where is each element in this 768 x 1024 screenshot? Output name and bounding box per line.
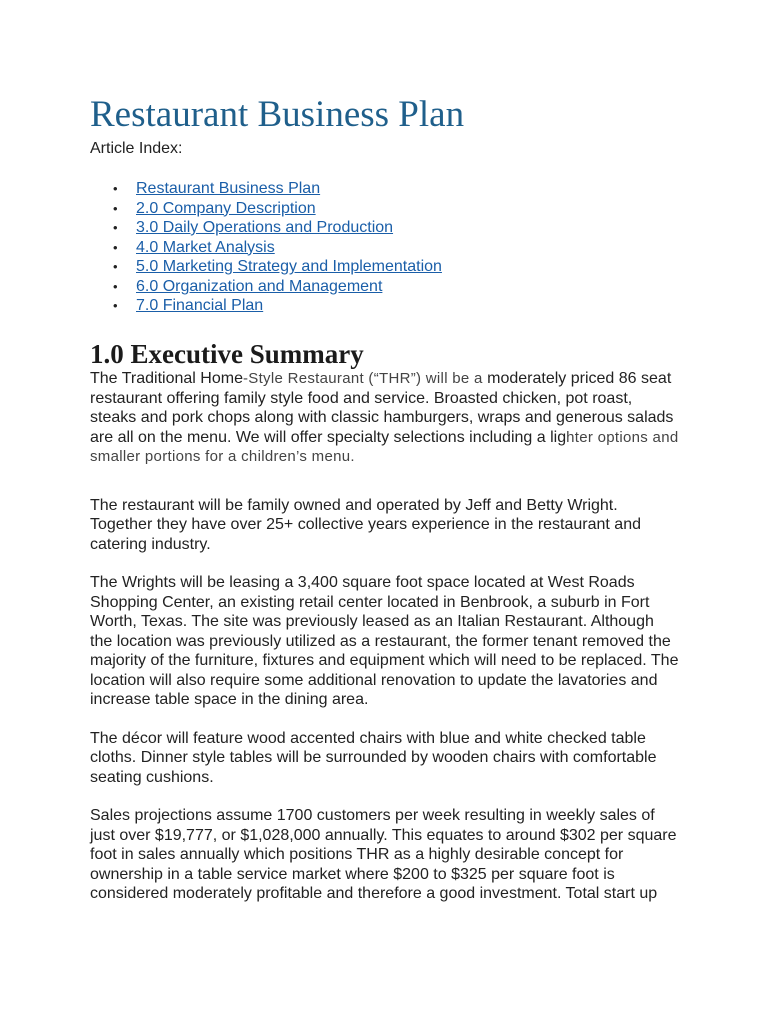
toc-item xyxy=(90,179,442,199)
toc-item xyxy=(90,199,442,219)
toc-item xyxy=(90,257,442,277)
bullet-icon: • xyxy=(113,239,118,255)
article-index-label: Article Index: xyxy=(90,140,183,157)
toc-item xyxy=(90,296,442,316)
toc-link-restaurant-business-plan[interactable]: Restaurant Business Plan xyxy=(136,180,321,197)
toc-link-daily-operations[interactable]: 3.0 Daily Operations and Production xyxy=(136,219,394,236)
article-index-list xyxy=(90,179,442,316)
toc-link-market-analysis[interactable]: 4.0 Market Analysis xyxy=(136,238,275,256)
paragraph-overview-part-4: hter options and smaller portions for a children’s menu. xyxy=(90,428,679,465)
paragraph-overview-part-3: moderately priced 86 seat restaurant offering family style food and service. Broasted chicken, pot roast, steaks and pork chops along with classic hamburgers, wraps and generous salads are all on the menu. We will offer specialty selections including a lig xyxy=(90,370,674,446)
toc-link-marketing-strategy[interactable]: 5.0 Marketing Strategy and Implementation xyxy=(136,258,442,275)
paragraph-decor: The décor will feature wood accented chairs with blue and white checked table cloths. Dinner style tables will be surrounded by wooden chairs with comfortable seating cushions. xyxy=(90,729,657,786)
paragraph-sales-projections: Sales projections assume 1700 customers per week resulting in weekly sales of just over $19,777, or $1,028,000 annually. This equates to around $302 per square foot in sales annually which positions THR as a highly desirable concept for ownership in a table service market where $200 to $325 per square foot is considered moderately profitable and therefore a good investment. Total start up xyxy=(90,807,677,902)
paragraph-ownership: The restaurant will be family owned and operated by Jeff and Betty Wright. Together they have over 25+ collective years experience in the restaurant and catering industry. xyxy=(90,496,641,553)
bullet-icon: • xyxy=(113,220,118,235)
toc-link-company-description[interactable]: 2.0 Company Description xyxy=(136,199,316,217)
toc-link-financial-plan[interactable]: 7.0 Financial Plan xyxy=(136,297,264,314)
bullet-icon: • xyxy=(113,278,118,294)
paragraph-overview xyxy=(90,369,680,467)
paragraph-location: The Wrights will be leasing a 3,400 square foot space located at West Roads Shopping Center, an existing retail center located in Benbrook, a suburb in Fort Worth, Texas. The site was previously leased as an Italian Restaurant. Although the location was previously utilized as a restaurant, the former tenant removed the majority of the furniture, fixtures and equipment which will need to be replaced. The location will also require some additional renovation to update the lavatories and increase table space in the dining area. xyxy=(90,574,679,708)
bullet-icon: • xyxy=(113,298,118,313)
section-heading-executive-summary: 1.0 Executive Summary xyxy=(90,339,364,369)
toc-link-organization-management[interactable]: 6.0 Organization and Management xyxy=(136,277,383,295)
document-title: Restaurant Business Plan xyxy=(90,94,465,135)
toc-item xyxy=(90,238,442,258)
toc-item xyxy=(90,218,442,238)
bullet-icon: • xyxy=(113,259,118,274)
toc-item xyxy=(90,277,442,297)
bullet-icon: • xyxy=(113,200,118,216)
paragraph-overview-part-2: -Style Restaurant (“THR”) will be a xyxy=(242,370,488,387)
executive-summary-body xyxy=(90,369,680,923)
bullet-icon: • xyxy=(113,181,118,196)
paragraph-overview-part-1: The Traditional Home xyxy=(90,370,243,387)
